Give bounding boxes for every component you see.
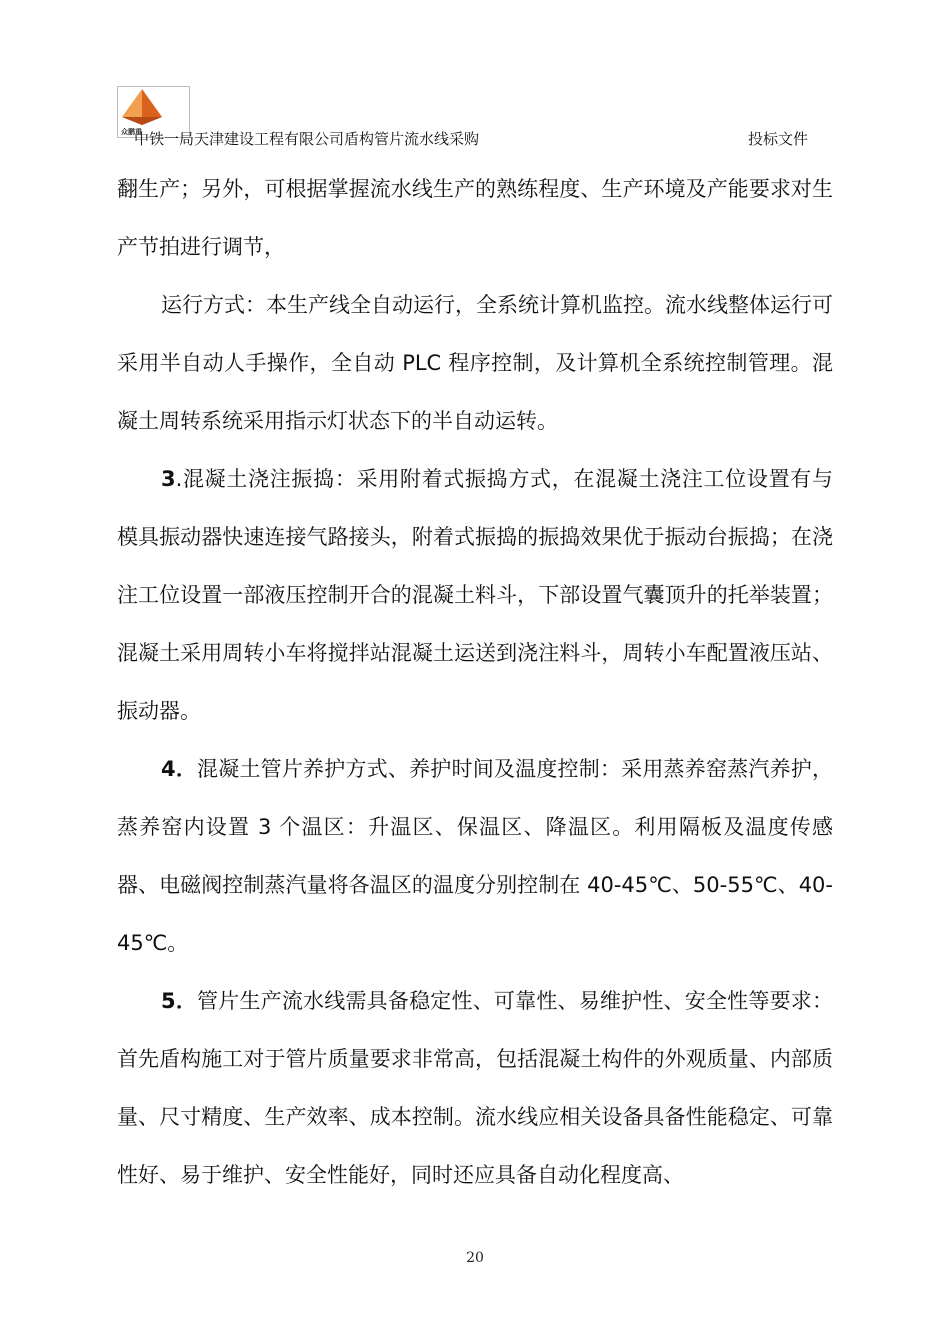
header-divider [117, 152, 832, 153]
logo-text: 众鹏重 [121, 128, 142, 136]
page-number: 20 [466, 1250, 484, 1266]
paragraph-4-text: 混凝土管片养护方式、养护时间及温度控制：采用蒸养窑蒸汽养护，蒸养窑内设置 3 个温区：升温区、保温区、降温区。利用隔板及温度传感器、电磁阀控制蒸汽量将各温区的温度分别控制在 40-45℃、50-55℃、40-45℃。 [117, 757, 833, 955]
document-type-label: 投标文件 [748, 130, 809, 148]
paragraph-5-text: 管片生产流水线需具备稳定性、可靠性、易维护性、安全性等要求：首先盾构施工对于管片质量要求非常高，包括混凝土构件的外观质量、内部质量、尺寸精度、生产效率、成本控制。流水线应相关设备具备性能稳定、可靠性好、易于维护、安全性能好，同时还应具备自动化程度高、 [117, 989, 833, 1187]
paragraph-4 [117, 740, 833, 972]
item-number-5: 5． [161, 989, 198, 1013]
paragraph-2: 运行方式：本生产线全自动运行，全系统计算机监控。流水线整体运行可采用半自动人手操作，全自动 PLC 程序控制，及计算机全系统控制管理。混凝土周转系统采用指示灯状态下的半自动运转。 [117, 293, 833, 433]
document-header-title: 中铁一局天津建设工程有限公司盾构管片流水线采购 [134, 130, 480, 148]
item-number-3: 3 [161, 467, 176, 491]
document-body [117, 160, 833, 1204]
paragraph-3 [117, 450, 833, 740]
item-number-4: 4． [161, 757, 198, 781]
paragraph-1: 翻生产；另外，可根据掌握流水线生产的熟练程度、生产环境及产能要求对生产节拍进行调节， [117, 177, 833, 259]
paragraph-3-text: .混凝土浇注振捣：采用附着式振捣方式，在混凝土浇注工位设置有与模具振动器快速连接气路接头，附着式振捣的振捣效果优于振动台振捣；在浇注工位设置一部液压控制开合的混凝土料斗，下部设置气囊顶升的托举装置；混凝土采用周转小车将搅拌站混凝土运送到浇注料斗，周转小车配置液压站、振动器。 [117, 467, 833, 723]
paragraph-5 [117, 972, 833, 1204]
